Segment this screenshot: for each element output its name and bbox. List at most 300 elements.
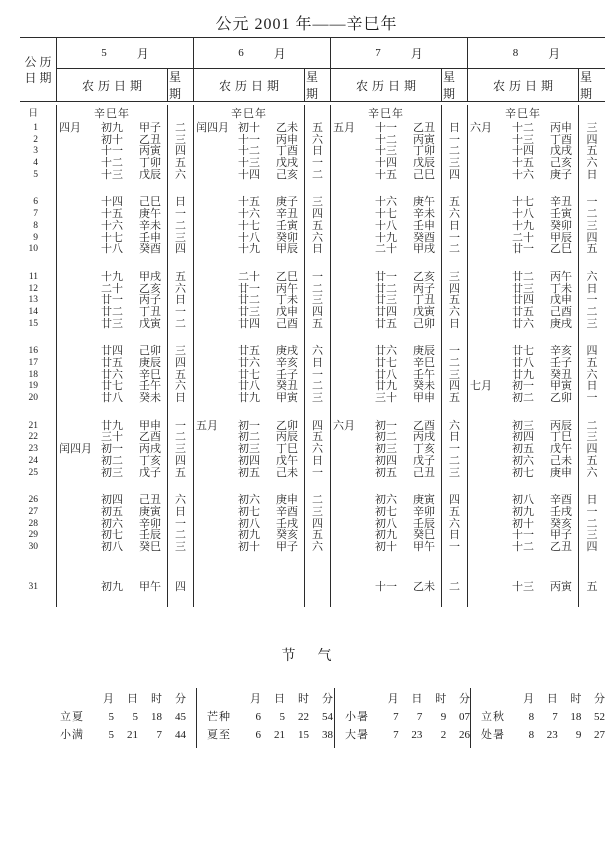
weekday-cell: 六 [586, 368, 598, 381]
spacer-cell [331, 479, 442, 495]
weekday-cell [168, 105, 194, 123]
weekday-cell: 日 [168, 197, 194, 209]
lunar-day: 廿三 [238, 305, 260, 318]
weekday-cell: 四 [168, 456, 194, 468]
lunar-month-label [59, 456, 95, 468]
lunar-month-label [59, 244, 95, 256]
ganzhi-day: 癸丑 [276, 380, 298, 393]
lunar-month-label [59, 507, 95, 519]
solar-term-row [481, 726, 605, 744]
day-number-cell: 16 [20, 346, 57, 358]
solar-term-day: 21 [127, 729, 138, 741]
lunar-day: 廿九 [238, 392, 260, 405]
weekday-cell: 四 [442, 381, 468, 393]
lunar-month-label [196, 170, 232, 182]
ganzhi-day: 己丑 [413, 466, 435, 479]
ganzhi-day: 己亥 [550, 157, 572, 170]
lunar-day: 廿二 [375, 282, 397, 295]
weekday-cell: 二 [442, 456, 468, 468]
lunar-month-label [333, 507, 369, 519]
month-number: 8 [512, 47, 519, 59]
lunar-day: 初十 [512, 517, 534, 530]
solar-term-row [207, 726, 334, 744]
ganzhi-day: 丁酉 [276, 145, 298, 158]
ganzhi-day: 壬戌 [276, 517, 298, 530]
lunar-month-label [196, 319, 232, 331]
ganzhi-day: 乙酉 [413, 419, 435, 432]
lunar-day: 廿五 [375, 317, 397, 330]
ganzhi-day: 癸卯 [550, 219, 572, 232]
ganzhi-day: 甲戌 [413, 243, 435, 256]
lunar-month-label [196, 495, 232, 507]
ganzhi-day: 乙未 [276, 122, 298, 134]
day-number-cell: 18 [20, 370, 57, 382]
weekday-cell: 四 [586, 133, 598, 146]
lunar-month-label [470, 272, 506, 284]
lunar-day: 十六 [238, 208, 260, 221]
calendar-row [20, 170, 605, 182]
lunar-month-label [470, 158, 506, 170]
weekday-cell [579, 256, 605, 272]
lunar-day: 二十 [375, 243, 397, 256]
weekday-cell [168, 405, 194, 421]
weekday-cell: 二 [586, 305, 598, 318]
calendar-row [20, 582, 605, 594]
lunar-date-cell [331, 307, 442, 319]
weekday-cell: 四 [586, 231, 598, 244]
spacer-cell [331, 593, 442, 607]
lunar-date-cell [468, 319, 579, 331]
lunar-day: 十一 [512, 529, 534, 542]
lunar-day: 十六 [101, 219, 123, 232]
weekday-cell: 二 [586, 419, 598, 432]
weekday-cell: 六 [305, 135, 331, 147]
lunar-day: 初九 [101, 122, 123, 134]
lunar-date-cell [57, 244, 168, 256]
lunar-day: 廿九 [512, 368, 534, 381]
lunar-month-label [59, 233, 95, 245]
lunar-month-label [470, 209, 506, 221]
weekday-cell: 二 [305, 170, 331, 182]
lunar-day: 十三 [375, 145, 397, 158]
ganzhi-day: 乙丑 [550, 540, 572, 553]
day-number-cell: 3 [20, 146, 57, 158]
weekday-cell: 日 [168, 507, 194, 519]
solar-term-hour: 22 [298, 711, 309, 723]
lunar-date-cell [57, 468, 168, 480]
lunar-month-label [196, 393, 232, 405]
lunar-day: 廿六 [238, 357, 260, 369]
month-header-5 [57, 38, 194, 69]
lunar-date-cell [468, 170, 579, 182]
lunar-month-label [59, 272, 95, 284]
weekday-cell: 五 [305, 221, 331, 233]
weekday-cell: 五 [168, 468, 194, 480]
ganzhi-day: 庚戌 [550, 317, 572, 330]
solar-term-hour: 7 [156, 729, 162, 741]
day-header-cell: 日 [20, 105, 57, 123]
calendar-row [20, 221, 605, 233]
weekday-cell: 日 [586, 282, 598, 295]
weekday-cell: 六 [442, 307, 468, 319]
lunar-day: 初八 [375, 517, 397, 530]
lunar-day: 十五 [101, 208, 123, 221]
weekday-cell: 五 [305, 432, 331, 444]
solar-term-day: 5 [132, 711, 138, 723]
weekday-cell: 一 [168, 421, 194, 433]
lunar-day: 初一 [101, 443, 123, 456]
day-number-cell: 13 [20, 295, 57, 307]
lunar-date-cell [194, 456, 305, 468]
weekday-cell: 日 [586, 380, 598, 393]
ganzhi-day: 丙午 [550, 270, 572, 283]
lunar-month-label [333, 209, 369, 221]
spacer-cell [57, 330, 168, 346]
spacer-cell [331, 405, 442, 421]
ganzhi-day: 辛酉 [276, 505, 298, 518]
lunar-day: 二十 [238, 270, 260, 283]
weekday-cell: 二 [586, 517, 598, 530]
lunar-day: 初七 [238, 505, 260, 518]
weekday-cell: 一 [305, 158, 331, 170]
spacer-row [20, 479, 605, 495]
spacer-cell [468, 554, 579, 582]
weekday-cell: 五 [442, 295, 468, 307]
weekday-cell: 一 [586, 392, 598, 405]
weekday-cell: 三 [305, 507, 331, 519]
lunar-day: 十五 [512, 157, 534, 170]
solar-terms-table [20, 688, 605, 748]
lunar-month-label [470, 456, 506, 468]
weekday-cell [442, 105, 468, 123]
lunar-date-cell [194, 158, 305, 170]
lunar-date-cell [331, 221, 442, 233]
ganzhi-day: 丙辰 [276, 431, 298, 444]
weekday-cell: 四 [305, 421, 331, 433]
lunar-month-label [196, 272, 232, 284]
day-number-cell: 7 [20, 209, 57, 221]
solar-term-name: 大暑 [345, 729, 369, 741]
weekday-cell [442, 479, 468, 495]
lunar-month-label [196, 370, 232, 382]
lunar-date-cell [331, 542, 442, 554]
lunar-month-label [470, 542, 506, 554]
lunar-day: 廿六 [512, 317, 534, 330]
solar-term-col-header: 月 [250, 693, 261, 705]
calendar-row [20, 307, 605, 319]
lunar-month-label [333, 495, 369, 507]
weekday-cell: 四 [305, 307, 331, 319]
spacer-cell [468, 479, 579, 495]
lunar-month-label [196, 346, 232, 358]
lunar-date-cell [331, 123, 442, 135]
ganzhi-day: 乙酉 [139, 431, 161, 444]
day-number-cell: 5 [20, 170, 57, 182]
solar-term-col-header: 分 [175, 693, 186, 705]
lunar-day: 二十 [101, 282, 123, 295]
weekday-cell: 三 [168, 233, 194, 245]
lunar-day: 初五 [375, 466, 397, 479]
lunar-day: 十八 [101, 243, 123, 256]
ganzhi-day: 庚辰 [413, 345, 435, 358]
weekday-cell: 三 [305, 197, 331, 209]
lunar-month-label: 五月 [333, 122, 355, 134]
ganzhi-day: 庚申 [550, 466, 572, 479]
ganzhi-day: 戊申 [550, 294, 572, 307]
lunar-month-label [470, 393, 506, 405]
lunar-day: 十八 [375, 219, 397, 232]
solar-term-col-header: 日 [127, 693, 138, 705]
solar-term-hour: 2 [440, 729, 447, 741]
lunar-month-label [59, 530, 95, 542]
solar-term-day: 7 [552, 711, 558, 723]
spacer-cell [20, 256, 57, 272]
ganzhi-day: 庚子 [276, 196, 298, 209]
solar-term-month: 5 [108, 711, 114, 723]
weekday-cell: 三 [442, 468, 468, 480]
lunar-month-label [59, 295, 95, 307]
lunar-month-label [470, 495, 506, 507]
lunar-date-cell [331, 158, 442, 170]
spacer-row [20, 256, 605, 272]
weekday-cell: 日 [442, 123, 468, 135]
lunar-date-cell [194, 272, 305, 284]
lunar-month-label [196, 295, 232, 307]
weekday-cell: 五 [586, 580, 598, 593]
day-number-cell: 8 [20, 221, 57, 233]
weekday-header: 星期 [168, 69, 194, 101]
lunar-month-label: 五月 [196, 419, 218, 432]
ganzhi-day: 戊戌 [276, 157, 298, 170]
lunar-day: 十四 [238, 168, 260, 181]
ganzhi-day: 辛未 [139, 219, 161, 232]
spacer-cell [20, 405, 57, 421]
month-number: 6 [238, 47, 244, 59]
lunar-day: 十四 [375, 157, 397, 170]
lunar-date-cell [468, 468, 579, 480]
day-number-cell: 10 [20, 244, 57, 256]
solar-term-group [20, 688, 196, 748]
lunar-day: 十九 [375, 231, 397, 244]
ganzhi-day: 甲申 [413, 392, 435, 405]
weekday-cell: 一 [442, 233, 468, 245]
spacer-cell [331, 330, 442, 346]
ganzhi-day: 丙午 [276, 282, 298, 295]
day-number-cell: 27 [20, 507, 57, 519]
weekday-cell: 五 [168, 370, 194, 382]
lunar-month-label [59, 421, 95, 433]
lunar-month-label [59, 393, 95, 405]
lunar-month-label [333, 307, 369, 319]
lunar-month-label [333, 295, 369, 307]
weekday-cell: 五 [586, 454, 598, 467]
month-unit: 月 [410, 46, 423, 61]
month-unit: 月 [548, 46, 561, 61]
lunar-month-label [196, 197, 232, 209]
lunar-day: 廿三 [101, 317, 123, 330]
spacer-cell [57, 479, 168, 495]
weekday-cell: 四 [168, 146, 194, 158]
ganzhi-day: 丁丑 [413, 294, 435, 307]
weekday-header: 星期 [442, 69, 468, 101]
ganzhi-day: 庚辰 [139, 357, 161, 369]
ganzhi-day: 己卯 [413, 317, 435, 330]
day-number-cell: 4 [20, 158, 57, 170]
weekday-cell: 二 [168, 530, 194, 542]
ganzhi-day: 壬子 [550, 357, 572, 369]
day-number-cell: 6 [20, 197, 57, 209]
weekday-cell [579, 554, 605, 582]
table-tail-spacer [20, 593, 605, 607]
lunar-date-cell [468, 221, 579, 233]
weekday-cell: 六 [305, 444, 331, 456]
lunar-day: 十三 [512, 133, 534, 146]
spacer-cell [468, 330, 579, 346]
ganzhi-day: 戊子 [413, 454, 435, 467]
lunar-date-cell [331, 456, 442, 468]
ganzhi-day: 庚子 [550, 168, 572, 181]
lunar-month-label [59, 221, 95, 233]
spacer-cell [57, 554, 168, 582]
solar-term-row [345, 708, 470, 726]
lunar-day: 初九 [101, 580, 123, 593]
solar-term-minute: 07 [459, 711, 471, 723]
weekday-cell: 日 [305, 456, 331, 468]
day-number-cell: 30 [20, 542, 57, 554]
spacer-cell [20, 554, 57, 582]
lunar-day: 廿五 [512, 305, 534, 318]
day-number-cell: 20 [20, 393, 57, 405]
weekday-cell: 五 [586, 357, 598, 369]
calendar-row [20, 393, 605, 405]
weekday-cell: 六 [168, 495, 194, 507]
lunar-date-cell [57, 319, 168, 331]
weekday-header: 星期 [580, 70, 594, 101]
lunar-month-label [59, 319, 95, 331]
lunar-month-label [196, 233, 232, 245]
lunar-month-label: 闰四月 [196, 122, 229, 134]
month-header-7 [331, 38, 468, 69]
ganzhi-day: 己未 [276, 466, 298, 479]
lunar-day: 初四 [101, 494, 123, 507]
lunar-date-cell [57, 542, 168, 554]
weekday-cell [305, 479, 331, 495]
lunar-day: 十三 [101, 168, 123, 181]
lunar-day: 十七 [512, 196, 534, 209]
spacer-row [20, 554, 605, 582]
weekday-cell: 六 [305, 233, 331, 245]
lunar-month-label [196, 444, 232, 456]
solar-term-col-header: 日 [411, 693, 423, 705]
ganzhi-day: 丁卯 [413, 145, 435, 158]
lunar-date-header: 农历日期 [468, 69, 579, 101]
lunar-day: 初三 [238, 443, 260, 456]
lunar-day: 十八 [512, 208, 534, 221]
lunar-day: 十一 [238, 133, 260, 146]
lunar-month-label: 闰四月 [59, 443, 92, 456]
lunar-month-label [59, 158, 95, 170]
solar-term-name: 小满 [60, 729, 84, 741]
ganzhi-day: 癸亥 [550, 517, 572, 530]
lunar-month-label [333, 272, 369, 284]
lunar-month-label [470, 319, 506, 331]
lunar-day: 廿八 [512, 357, 534, 369]
lunar-date-cell [57, 393, 168, 405]
calendar-row [20, 456, 605, 468]
month-unit: 月 [273, 46, 286, 61]
ganzhi-day: 丁巳 [550, 431, 572, 444]
weekday-cell: 二 [586, 208, 598, 221]
spacer-row [20, 330, 605, 346]
spacer-cell [20, 479, 57, 495]
lunar-date-header: 农历日期 [194, 69, 305, 101]
day-number-cell: 9 [20, 233, 57, 245]
lunar-month-label [470, 582, 506, 594]
ganzhi-day: 壬辰 [413, 517, 435, 530]
lunar-month-label [333, 582, 369, 594]
lunar-date-cell [331, 507, 442, 519]
lunar-month-label [470, 421, 506, 433]
weekday-cell: 日 [305, 358, 331, 370]
lunar-date-cell [194, 393, 305, 405]
calendar-row [20, 319, 605, 331]
lunar-day: 初九 [375, 529, 397, 542]
calendar-row [20, 507, 605, 519]
lunar-day: 廿四 [512, 294, 534, 307]
lunar-date-cell [57, 358, 168, 370]
ganzhi-day: 乙巳 [276, 270, 298, 283]
solar-term-hour: 9 [575, 729, 582, 741]
solar-term-header-row [207, 690, 334, 708]
weekday-cell: 一 [586, 196, 598, 209]
solar-term-col-header: 时 [435, 693, 447, 705]
ganzhi-day: 壬辰 [139, 529, 161, 542]
ganzhi-day: 乙丑 [413, 122, 435, 134]
ganzhi-day: 甲辰 [276, 243, 298, 256]
spacer-cell [468, 593, 579, 607]
lunar-day: 初五 [512, 443, 534, 456]
lunar-date-cell [194, 582, 305, 594]
solar-term-minute: 26 [459, 729, 471, 741]
ganzhi-day: 戊午 [276, 454, 298, 467]
solar-term-minute: 52 [594, 711, 606, 723]
ganzhi-day: 庚寅 [413, 494, 435, 507]
ganzhi-day: 乙亥 [413, 270, 435, 283]
lunar-date-cell [194, 542, 305, 554]
lunar-month-label [196, 284, 232, 296]
lunar-day: 廿五 [238, 345, 260, 358]
lunar-day: 廿二 [101, 305, 123, 318]
lunar-month-label [59, 135, 95, 147]
lunar-month-label [333, 233, 369, 245]
spacer-cell [194, 479, 305, 495]
weekday-cell: 日 [586, 494, 598, 507]
lunar-day: 十一 [375, 122, 397, 134]
ganzhi-day: 癸酉 [139, 243, 161, 256]
ganzhi-day: 壬寅 [276, 219, 298, 232]
lunar-month-label [470, 507, 506, 519]
weekday-cell: 日 [305, 146, 331, 158]
lunar-month-label [59, 307, 95, 319]
lunar-day: 廿三 [512, 282, 534, 295]
solar-term-day: 21 [274, 729, 285, 741]
weekday-cell: 五 [586, 145, 598, 158]
solar-term-day: 23 [546, 729, 558, 741]
weekday-cell: 日 [442, 319, 468, 331]
weekday-cell: 二 [442, 582, 468, 594]
day-number-cell: 12 [20, 284, 57, 296]
lunar-day: 初六 [101, 517, 123, 530]
